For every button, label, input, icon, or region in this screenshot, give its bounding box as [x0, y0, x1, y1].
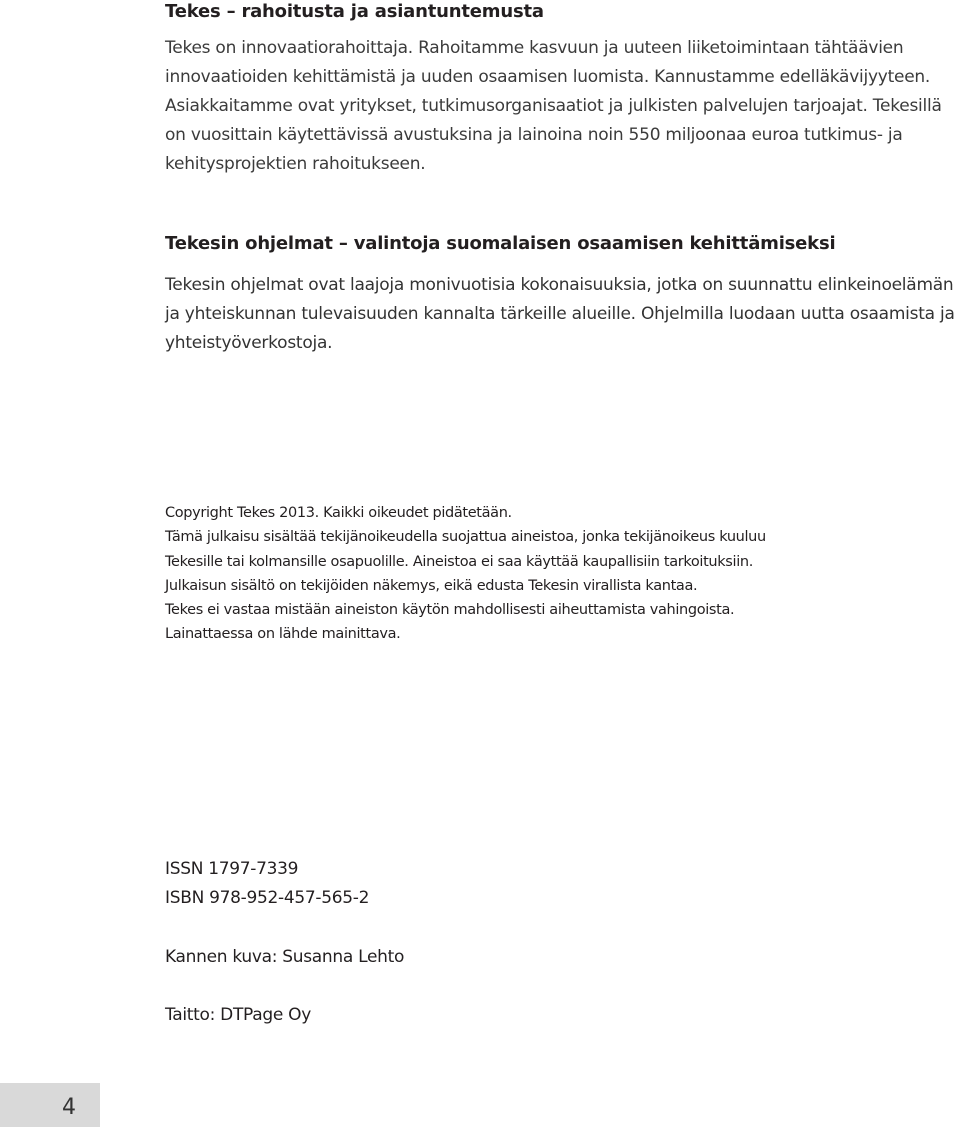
text-line: innovaatioiden kehittämistä ja uuden osaamisen luomista. Kannustamme edelläkävijyyteen. — [165, 67, 931, 87]
copyright-line: Tekes ei vastaa mistään aineiston käytön mahdollisesti aiheuttamista vahingoista. — [165, 602, 735, 619]
copyright-line: Copyright Tekes 2013. Kaikki oikeudet pidätetään. — [165, 505, 512, 521]
copyright-line: Tämä julkaisu sisältää tekijänoikeudella suojattua aineistoa, jonka tekijänoikeus kuuluu — [165, 529, 766, 546]
text-line: kehitysprojektien rahoitukseen. — [165, 154, 426, 174]
text-line: Asiakkaitamme ovat yritykset, tutkimusorganisaatiot ja julkisten palvelujen tarjoajat. Tekesillä — [165, 96, 942, 116]
page-number: 4 — [62, 1095, 76, 1120]
copyright-line: Lainattaessa on lähde mainittava. — [165, 626, 401, 643]
copyright-notice — [165, 501, 766, 647]
text-line: Tekesin ohjelmat ovat laajoja monivuotisia kokonaisuuksia, jotka on suunnattu elinkeinoelämän — [165, 275, 954, 295]
isbn: ISBN 978-952-457-565-2 — [165, 888, 370, 908]
paragraph-programmes — [165, 271, 955, 358]
section-heading-funding: Tekes – rahoitusta ja asiantuntemusta — [165, 1, 544, 22]
copyright-line: Tekesille tai kolmansille osapuolille. Aineistoa ei saa käyttää kaupallisiin tarkoituksiin. — [165, 553, 753, 570]
text-line: ja yhteiskunnan tulevaisuuden kannalta tärkeille alueille. Ohjelmilla luodaan uutta osaamista ja — [165, 304, 955, 324]
issn: ISSN 1797-7339 — [165, 859, 299, 879]
text-line: Tekes on innovaatiorahoittaja. Rahoitamme kasvuun ja uuteen liiketoimintaan tähtäävien — [165, 38, 904, 58]
text-line: yhteistyöverkostoja. — [165, 333, 333, 353]
layout-credit: Taitto: DTPage Oy — [165, 1005, 311, 1025]
text-line: on vuosittain käytettävissä avustuksina ja lainoina noin 550 miljoonaa euroa tutkimus- ja — [165, 125, 903, 145]
page-number-box — [0, 1083, 100, 1127]
paragraph-funding — [165, 34, 942, 179]
section-heading-programmes: Tekesin ohjelmat – valintoja suomalaisen osaamisen kehittämiseksi — [165, 233, 836, 254]
cover-photo-credit: Kannen kuva: Susanna Lehto — [165, 947, 405, 967]
copyright-line: Julkaisun sisältö on tekijöiden näkemys, eikä edusta Tekesin virallista kantaa. — [165, 577, 698, 594]
